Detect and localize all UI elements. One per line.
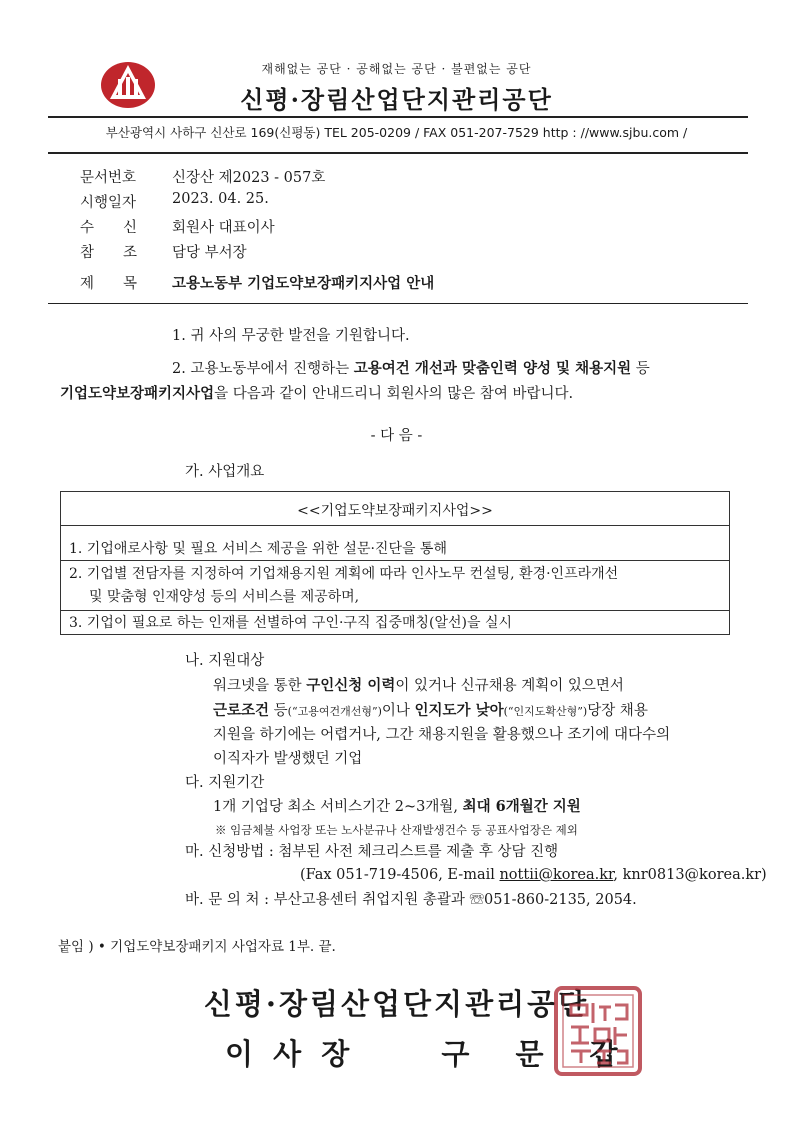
c-text-bold: 최대 6개월간 지원 (462, 798, 581, 815)
closing-org-name: 신평·장림산업단지관리공단 (203, 987, 590, 1021)
section-b-title: 나. 지원대상 (185, 653, 265, 669)
recipient-value: 회원사 대표이사 (172, 220, 275, 236)
date-value: 2023. 04. 25. (172, 191, 269, 207)
box-item-2-line2: 및 맞춤형 인재양성 등의 서비스를 제공하며, (89, 589, 360, 605)
b-text: 등 (269, 703, 288, 719)
doc-number: 신장산 제2023 - 057호 (172, 170, 326, 186)
box-title: <<기업도약보장패키지사업>> (297, 503, 493, 519)
c-text: 1개 기업당 최소 서비스기간 2~3개월, (213, 799, 463, 815)
section-b-line1 (213, 673, 624, 699)
box-divider (61, 610, 729, 611)
ceo-char: 갑 (589, 1037, 618, 1071)
section-d-contact (300, 862, 767, 888)
header-rule-bottom (48, 152, 748, 154)
org-title: 신평·장림산업단지관리공단 (240, 85, 553, 114)
b-text-small: (“고용여건개선형”) (287, 705, 382, 718)
section-d-title: 마. 신청방법 : 첨부된 사전 체크리스트를 제출 후 상담 진행 (185, 844, 559, 860)
section-b-line2 (213, 698, 648, 725)
subject-value: 고용노동부 기업도약보장패키지사업 안내 (172, 275, 435, 292)
recipient-row (80, 216, 275, 237)
reference-row (80, 241, 247, 262)
doc-number-label: 문서번호 (80, 170, 137, 186)
paragraph-2-line1 (172, 356, 650, 382)
b-text-bold: 인지도가 낮아 (414, 702, 504, 719)
email-link[interactable]: nottii@korea.kr (499, 867, 614, 883)
ceo-char: 구 (441, 1037, 470, 1071)
d-text: , knr0813@korea.kr) (613, 867, 767, 883)
attachment-line: 붙임 ) • 기업도약보장패키지 사업자료 1부. 끝. (58, 939, 336, 955)
ceo-char: 문 (515, 1037, 544, 1071)
reference-value: 담당 부서장 (172, 245, 247, 261)
section-c-note: ※ 임금체불 사업장 또는 노사분규나 산재발생건수 등 공표사업장은 제외 (215, 823, 578, 837)
program-overview-box (60, 491, 730, 635)
section-c-title: 다. 지원기간 (185, 775, 265, 791)
b-text: 당장 채용 (587, 703, 648, 719)
ceo-char: 이 (225, 1037, 254, 1071)
box-item-2-line1: 2. 기업별 전담자를 지정하여 기업채용지원 계획에 따라 인사노무 컨설팅, 환경·인프라개선 (69, 566, 619, 582)
ceo-char: 사 (273, 1037, 302, 1071)
p2-text-c: 등 (631, 361, 650, 377)
b-text-small: (“인지도확산형”) (503, 705, 588, 718)
recipient-label: 수 신 (80, 220, 138, 236)
doc-number-row (80, 166, 325, 187)
section-b-line3: 지원을 하기에는 어렵거나, 그간 채용지원을 활용했으나 조기에 대다수의 (213, 727, 671, 743)
section-c-line1 (213, 794, 581, 820)
notice-heading: - 다 음 - (370, 428, 423, 444)
header-rule-top (48, 116, 748, 118)
paragraph-2-line2 (60, 381, 573, 407)
p2-text-bold: 고용여건 개선과 맞춤인력 양성 및 채용지원 (353, 360, 632, 377)
box-item-3: 3. 기업이 필요로 하는 인재를 선별하여 구인·구직 집중매칭(알선)을 실시 (69, 615, 513, 631)
box-divider (61, 525, 729, 526)
b-text-bold: 구인신청 이력 (306, 677, 396, 694)
date-row (80, 191, 269, 212)
official-seal-icon (553, 985, 643, 1077)
box-divider (61, 560, 729, 561)
p2-text-e: 을 다음과 같이 안내드리니 회원사의 많은 참여 바랍니다. (214, 386, 574, 402)
section-a-title: 가. 사업개요 (185, 464, 265, 480)
org-address: 부산광역시 사하구 신산로 169(신평동) TEL 205-0209 / FAX 051-207-7529 http : //www.sjbu.com / (105, 125, 688, 140)
ceo-char: 장 (321, 1037, 350, 1071)
meta-rule (48, 303, 748, 304)
b-text: 이나 (381, 703, 415, 719)
box-item-1: 1. 기업애로사항 및 필요 서비스 제공을 위한 설문·진단을 통해 (69, 541, 447, 557)
subject-row (80, 272, 434, 293)
p2-text-a: 2. 고용노동부에서 진행하는 (172, 361, 354, 377)
b-text-bold: 근로조건 (213, 702, 270, 719)
p2-program-name: 기업도약보장패키지사업 (60, 385, 215, 402)
date-label: 시행일자 (80, 195, 137, 211)
section-e-title: 바. 문 의 처 : 부산고용센터 취업지원 총괄과 ☏051-860-2135, 2054. (185, 892, 637, 908)
paragraph-1: 1. 귀 사의 무궁한 발전을 기원합니다. (172, 328, 410, 344)
d-text: (Fax 051-719-4506, E-mail (300, 867, 500, 883)
b-text: 워크넷을 통한 (213, 678, 307, 694)
org-slogan: 재해없는 공단 · 공해없는 공단 · 불편없는 공단 (261, 62, 532, 76)
reference-label: 참 조 (80, 245, 138, 261)
subject-label: 제 목 (80, 276, 138, 292)
b-text: 이 있거나 신규채용 계획이 있으면서 (395, 678, 624, 694)
section-b-line4: 이직자가 발생했던 기업 (213, 751, 363, 767)
